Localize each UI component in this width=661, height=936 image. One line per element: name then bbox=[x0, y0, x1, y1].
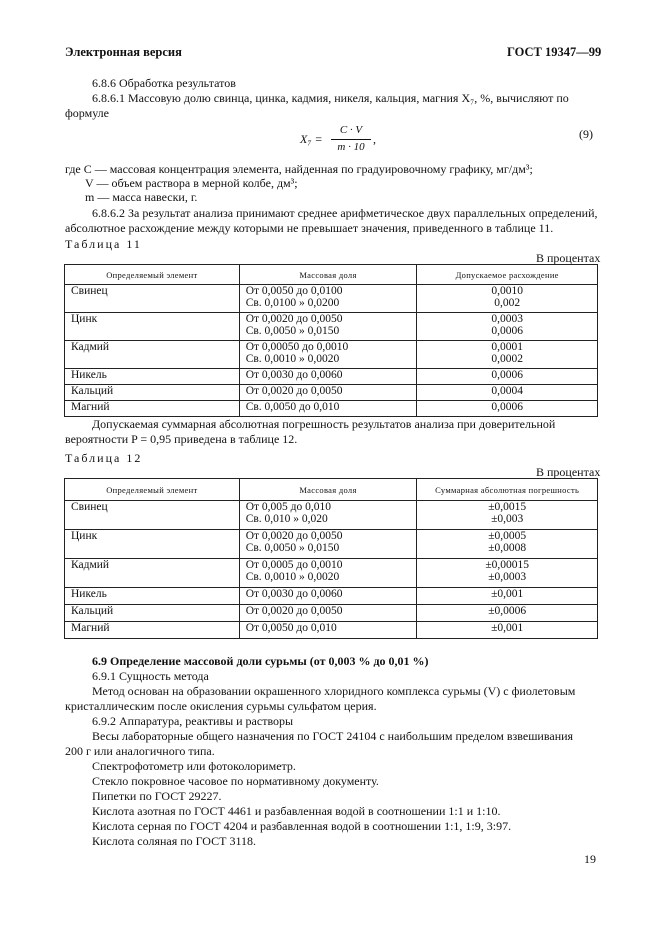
table-row bbox=[65, 401, 598, 417]
table-row bbox=[65, 285, 598, 313]
table-cell-error: ±0,0005 ±0,0008 bbox=[417, 530, 598, 559]
table-cell-fraction: От 0,0050 до 0,010 bbox=[239, 622, 417, 639]
table-12-units: В процентах bbox=[536, 465, 601, 479]
paragraph-error-line1: Допускаемая суммарная абсолютная погрешность результатов анализа при доверительной bbox=[92, 417, 556, 431]
table-row bbox=[65, 369, 598, 385]
list-item: Кислота азотная по ГОСТ 4461 и разбавленная водой в соотношении 1:1 и 1:10. bbox=[92, 804, 501, 818]
paragraph-error-line2: вероятности P = 0,95 приведена в таблице 12. bbox=[65, 432, 298, 446]
list-item: Спектрофотометр или фотоколориметр. bbox=[92, 759, 296, 773]
table-cell-element: Кадмий bbox=[65, 341, 240, 369]
table-cell-fraction: От 0,0050 до 0,0100 Св. 0,0100 » 0,0200 bbox=[239, 285, 417, 313]
table-cell-error: ±0,001 bbox=[417, 588, 598, 605]
table-cell-element: Никель bbox=[65, 369, 240, 385]
table-cell-error: ±0,0006 bbox=[417, 605, 598, 622]
table-cell-deviation: 0,0010 0,002 bbox=[417, 285, 598, 313]
paragraph-6-8-6-1-line2: формуле bbox=[65, 106, 109, 120]
list-item: Кислота серная по ГОСТ 4204 и разбавленная водой в соотношении 1:1, 1:9, 3:97. bbox=[92, 819, 512, 833]
section-6-9-title: 6.9 Определение массовой доли сурьмы (от 0,003 % до 0,01 %) bbox=[92, 654, 429, 668]
scales-line1: Весы лабораторные общего назначения по ГОСТ 24104 с наибольшим пределом взвешивания bbox=[92, 729, 574, 743]
paragraph-6-8-6-2-line1: 6.8.6.2 За результат анализа принимают среднее арифметическое двух параллельных определений, bbox=[92, 206, 598, 220]
table-11-caption: Таблица 11 bbox=[65, 237, 142, 251]
table-cell-element: Цинк bbox=[65, 313, 240, 341]
table-cell-error: ±0,00015 ±0,0003 bbox=[417, 559, 598, 588]
table-12-header-element: Определяемый элемент bbox=[65, 479, 240, 501]
section-6-8-6-title: 6.8.6 Обработка результатов bbox=[92, 76, 236, 90]
table-12-header-error: Суммарная абсолютная погрешность bbox=[417, 479, 598, 501]
table-cell-fraction: От 0,0005 до 0,0010 Св. 0,0010 » 0,0020 bbox=[239, 559, 417, 588]
paragraph-6-8-6-1-line1: 6.8.6.1 Массовую долю свинца, цинка, кадмия, никеля, кальция, магния X₇, %, вычисляют по bbox=[92, 91, 569, 105]
formula-comma: , bbox=[373, 132, 376, 146]
table-cell-fraction: От 0,0020 до 0,0050 Св. 0,0050 » 0,0150 bbox=[239, 530, 417, 559]
table-cell-element: Свинец bbox=[65, 501, 240, 530]
table-cell-fraction: От 0,00050 до 0,0010 Св. 0,0010 » 0,0020 bbox=[239, 341, 417, 369]
table-cell-fraction: От 0,0020 до 0,0050 bbox=[239, 385, 417, 401]
table-12-header-fraction: Массовая доля bbox=[239, 479, 417, 501]
table-row bbox=[65, 588, 598, 605]
table-12-caption: Таблица 12 bbox=[65, 451, 143, 465]
table-cell-error: ±0,0015 ±0,003 bbox=[417, 501, 598, 530]
table-row bbox=[65, 313, 598, 341]
scales-line2: 200 г или аналогичного типа. bbox=[65, 744, 215, 758]
where-v: V — объем раствора в мерной колбе, дм³; bbox=[85, 176, 298, 190]
section-6-9-2-title: 6.9.2 Аппаратура, реактивы и растворы bbox=[92, 714, 294, 728]
table-row bbox=[65, 501, 598, 530]
where-c: где C — массовая концентрация элемента, найденная по градуировочному графику, мг/дм³; bbox=[65, 162, 533, 176]
formula-lhs: X₇ = bbox=[300, 132, 323, 146]
table-11 bbox=[64, 264, 598, 417]
header-edition: Электронная версия bbox=[65, 45, 182, 59]
table-cell-element: Магний bbox=[65, 401, 240, 417]
table-11-header-fraction: Массовая доля bbox=[239, 265, 417, 285]
table-cell-element: Никель bbox=[65, 588, 240, 605]
table-cell-fraction: От 0,0020 до 0,0050 Св. 0,0050 » 0,0150 bbox=[239, 313, 417, 341]
table-cell-deviation: 0,0006 bbox=[417, 401, 598, 417]
formula-number: (9) bbox=[579, 127, 593, 141]
table-cell-deviation: 0,0003 0,0006 bbox=[417, 313, 598, 341]
table-cell-fraction: От 0,0030 до 0,0060 bbox=[239, 369, 417, 385]
fraction-bar bbox=[331, 139, 371, 140]
table-row bbox=[65, 530, 598, 559]
table-cell-fraction: От 0,005 до 0,010 Св. 0,010 » 0,020 bbox=[239, 501, 417, 530]
table-cell-element: Цинк bbox=[65, 530, 240, 559]
header-standard: ГОСТ 19347—99 bbox=[507, 45, 602, 59]
method-line2: кристаллическим после окисления сурьмы сульфатом церия. bbox=[65, 699, 377, 713]
table-row bbox=[65, 341, 598, 369]
table-cell-deviation: 0,0006 bbox=[417, 369, 598, 385]
table-11-units: В процентах bbox=[536, 251, 601, 265]
section-6-9-1-title: 6.9.1 Сущность метода bbox=[92, 669, 209, 683]
table-cell-deviation: 0,0004 bbox=[417, 385, 598, 401]
table-cell-element: Кальций bbox=[65, 385, 240, 401]
table-row bbox=[65, 385, 598, 401]
where-m: m — масса навески, г. bbox=[85, 190, 198, 204]
list-item: Стекло покровное часовое по нормативному документу. bbox=[92, 774, 379, 788]
table-cell-fraction: От 0,0020 до 0,0050 bbox=[239, 605, 417, 622]
table-cell-deviation: 0,0001 0,0002 bbox=[417, 341, 598, 369]
table-row bbox=[65, 559, 598, 588]
table-cell-element: Кадмий bbox=[65, 559, 240, 588]
table-row bbox=[65, 605, 598, 622]
formula-denominator: m · 10 bbox=[337, 141, 365, 153]
page-number: 19 bbox=[584, 852, 596, 866]
table-cell-element: Свинец bbox=[65, 285, 240, 313]
formula-numerator: C · V bbox=[339, 124, 363, 136]
list-item: Пипетки по ГОСТ 29227. bbox=[92, 789, 222, 803]
table-11-header-element: Определяемый элемент bbox=[65, 265, 240, 285]
paragraph-6-8-6-2-line2: абсолютное расхождение между которыми не превышает значения, приведенного в таблице 11. bbox=[65, 221, 554, 235]
table-cell-fraction: Св. 0,0050 до 0,010 bbox=[239, 401, 417, 417]
list-item: Кислота соляная по ГОСТ 3118. bbox=[92, 834, 257, 848]
table-cell-element: Магний bbox=[65, 622, 240, 639]
table-cell-fraction: От 0,0030 до 0,0060 bbox=[239, 588, 417, 605]
table-row bbox=[65, 622, 598, 639]
table-cell-element: Кальций bbox=[65, 605, 240, 622]
table-cell-error: ±0,001 bbox=[417, 622, 598, 639]
table-11-header-deviation: Допускаемое расхождение bbox=[417, 265, 598, 285]
table-12 bbox=[64, 478, 598, 639]
method-line1: Метод основан на образовании окрашенного хлоридного комплекса сурьмы (V) с фиолетовым bbox=[92, 684, 576, 698]
